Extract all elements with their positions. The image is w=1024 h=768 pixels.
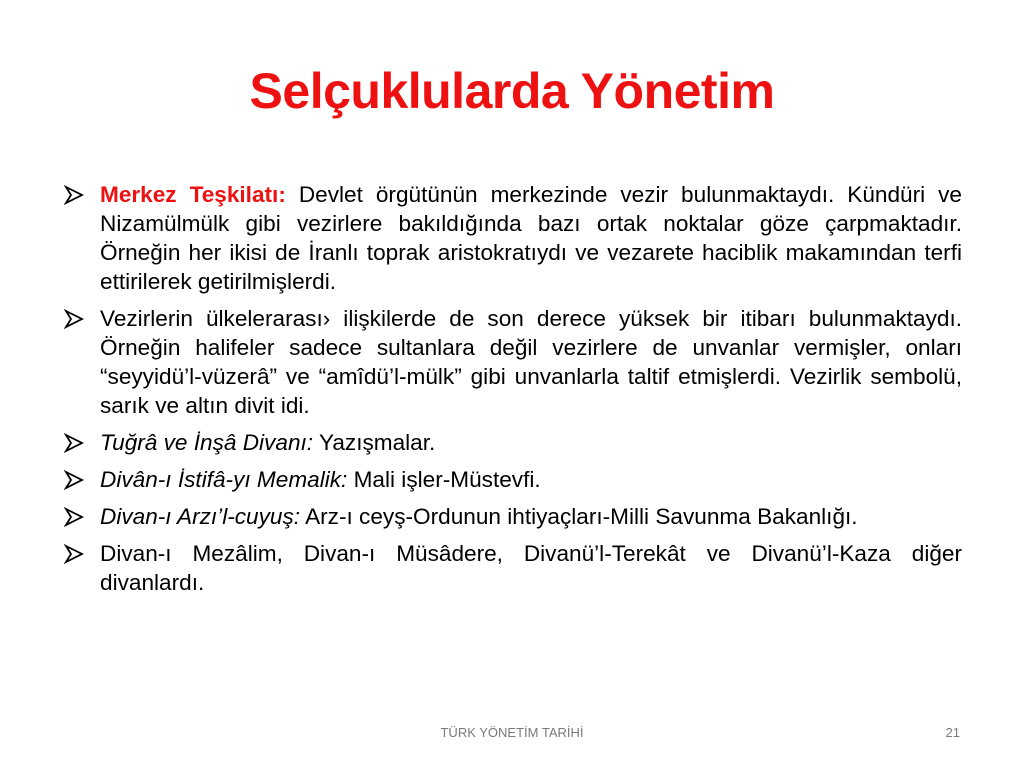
arrowhead-bullet-icon xyxy=(64,433,84,453)
list-item xyxy=(64,465,962,494)
bullet-body: Vezirlerin ülkelerarası› ilişkilerde de son derece yüksek bir itibarı bulunmaktaydı. Örneğin halifeler sadece sultanlara değil vezirlere de unvanlar vermişler, onları “seyyidü’l-vüzerâ” ve “amîdü’l-mülk” gibi unvanlarla taltif etmişlerdi. Vezirlik sembolü, sarık ve altın divit idi. xyxy=(100,306,962,418)
bullet-body: Mali işler-Müstevfi. xyxy=(347,467,541,492)
bullet-body: Yazışmalar. xyxy=(313,430,436,455)
footer-course-title: TÜRK YÖNETİM TARİHİ xyxy=(440,725,584,740)
list-item-text xyxy=(100,502,962,531)
arrowhead-bullet-icon xyxy=(64,470,84,490)
bullet-emphasis: Divân-ı İstifâ-yı Memalik: xyxy=(100,467,348,492)
list-item-text xyxy=(100,304,962,420)
bullet-body: Divan-ı Mezâlim, Divan-ı Müsâdere, Divanü’l-Terekât ve Divanü’l-Kaza diğer divanlardı. xyxy=(100,541,962,595)
list-item xyxy=(64,539,962,597)
bullet-lead: Merkez Teşkilatı: xyxy=(100,182,286,207)
list-item xyxy=(64,304,962,420)
list-item-text xyxy=(100,180,962,296)
list-item xyxy=(64,180,962,296)
footer-page-number: 21 xyxy=(945,725,960,740)
bullet-list xyxy=(64,180,962,605)
bullet-emphasis: Divan-ı Arzı’l-cuyuş: xyxy=(100,504,301,529)
list-item-text xyxy=(100,465,962,494)
arrowhead-bullet-icon xyxy=(64,185,84,205)
list-item xyxy=(64,502,962,531)
bullet-body: Devlet örgütünün merkezinde vezir bulunmaktaydı. Kündüri ve Nizamülmülk gibi vezirlere bakıldığında bazı ortak noktalar göze çarpmaktadır. Örneğin her ikisi de İranlı toprak aristokratıydı ve vezarete haciblik makamından terfi ettirilerek getirilmişlerdi. xyxy=(100,182,962,294)
list-item-text xyxy=(100,428,962,457)
bullet-body: Arz-ı ceyş-Ordunun ihtiyaçları-Milli Savunma Bakanlığı. xyxy=(300,504,858,529)
slide-title: Selçuklularda Yönetim xyxy=(249,63,775,119)
arrowhead-bullet-icon xyxy=(64,507,84,527)
list-item xyxy=(64,428,962,457)
list-item-text xyxy=(100,539,962,597)
arrowhead-bullet-icon xyxy=(64,544,84,564)
bullet-emphasis: Tuğrâ ve İnşâ Divanı: xyxy=(100,430,314,455)
arrowhead-bullet-icon xyxy=(64,309,84,329)
